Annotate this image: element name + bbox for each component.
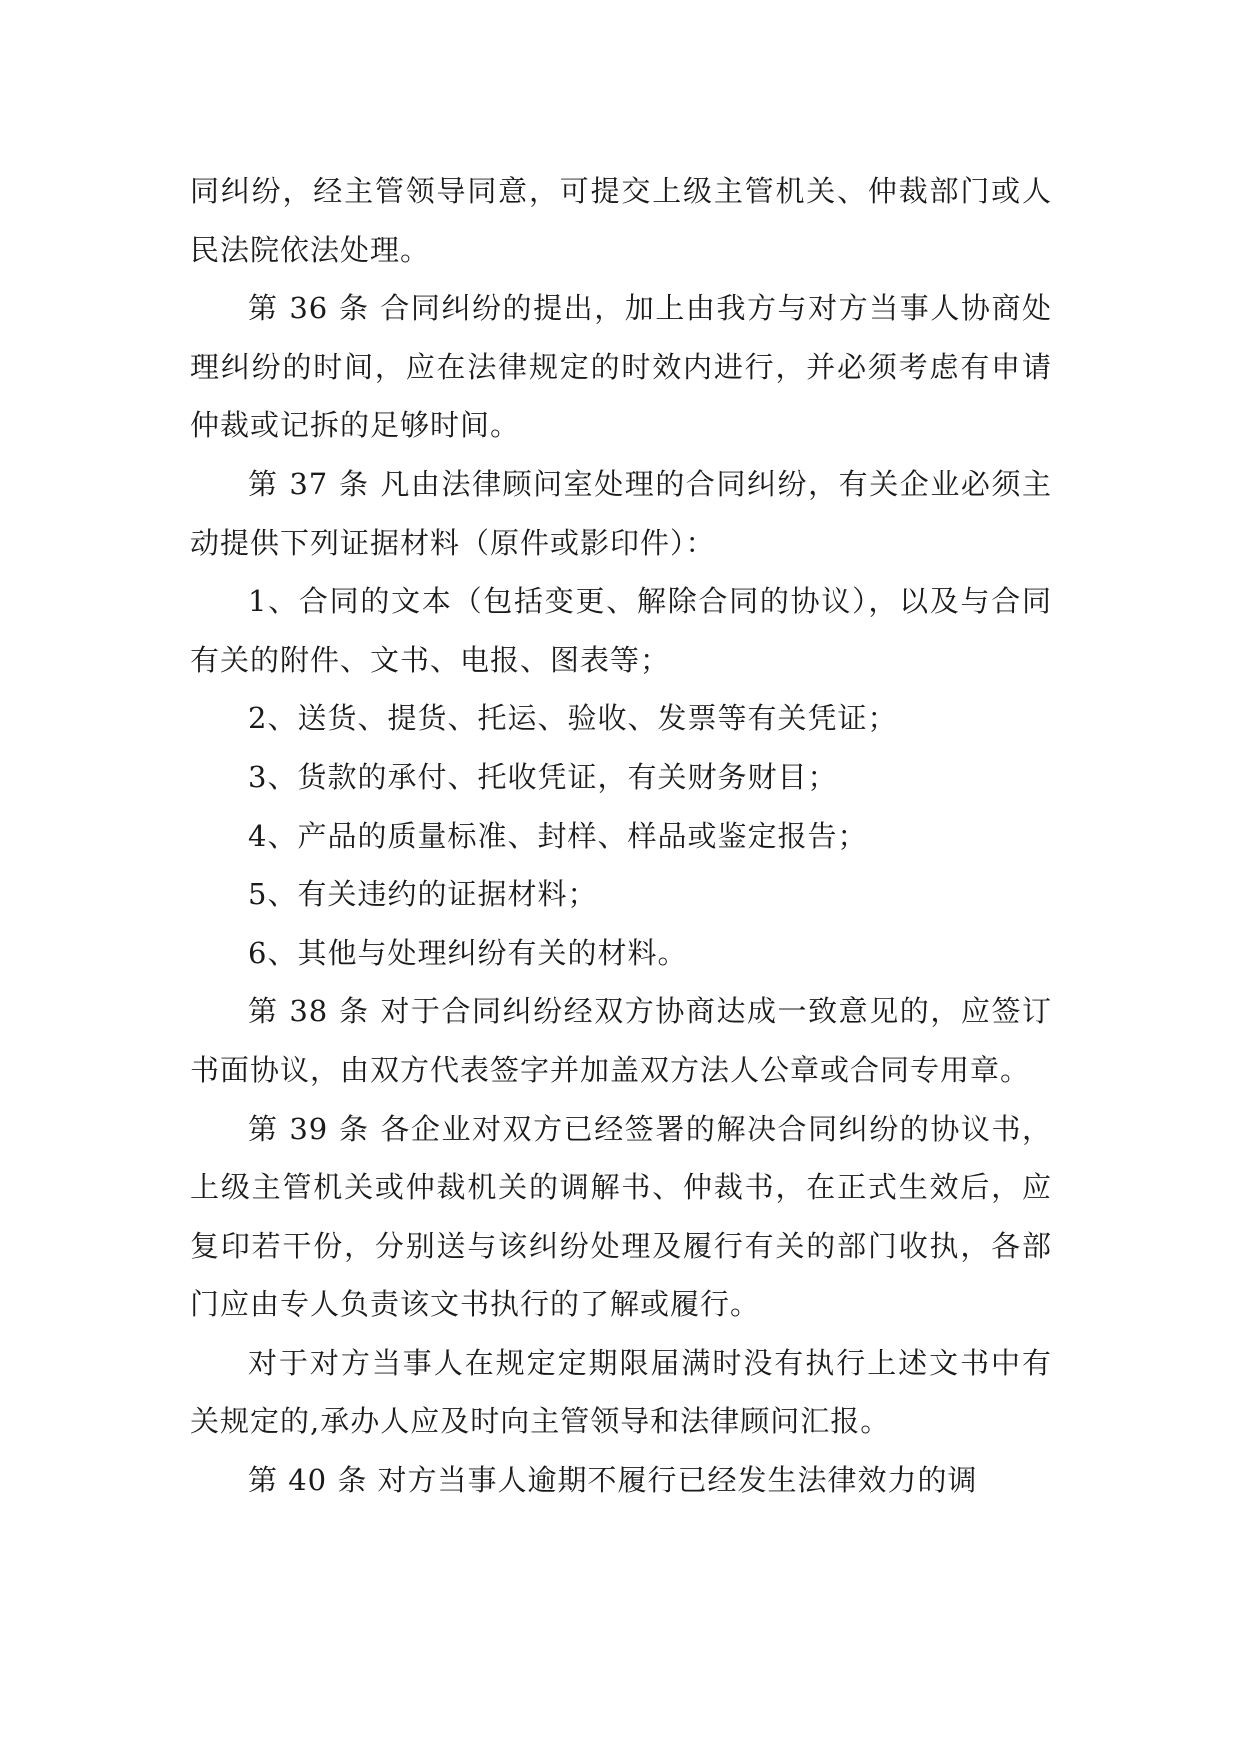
paragraph-article-37: 第 37 条 凡由法律顾问室处理的合同纠纷，有关企业必须主动提供下列证据材料（原件或影印件）： [190, 466, 1052, 560]
list-item-5: 5、有关违约的证据材料； [248, 877, 598, 912]
paragraph-article-38: 第 38 条 对于合同纠纷经双方协商达成一致意见的，应签订书面协议，由双方代表签字并加盖双方法人公章或合同专用章。 [190, 994, 1052, 1087]
document-body [190, 162, 1052, 1510]
list-item-4: 4、产品的质量标准、封样、样品或鉴定报告； [248, 818, 868, 853]
list-item-3: 3、货款的承付、托收凭证，有关财务财目； [248, 759, 838, 794]
paragraph-continuation: 同纠纷，经主管领导同意，可提交上级主管机关、仲裁部门或人民法院依法处理。 [190, 174, 1052, 267]
list-item-6: 6、其他与处理纠纷有关的材料。 [248, 935, 688, 970]
list-item-2: 2、送货、提货、托运、验收、发票等有关凭证； [248, 701, 898, 736]
paragraph-article-39-followup: 对于对方当事人在规定定期限届满时没有执行上述文书中有关规定的,承办人应及时向主管领导和法律顾问汇报。 [190, 1345, 1052, 1439]
paragraph-article-40: 第 40 条 对方当事人逾期不履行已经发生法律效力的调 [248, 1463, 978, 1498]
paragraph-article-39: 第 39 条 各企业对双方已经签署的解决合同纠纷的协议书，上级主管机关或仲裁机关的调解书、仲裁书，在正式生效后，应复印若干份，分别送与该纠纷处理及履行有关的部门收执，各部门应由专人负责该文书执行的了解或履行。 [190, 1111, 1052, 1322]
list-item-1: 1、合同的文本（包括变更、解除合同的协议），以及与合同有关的附件、文书、电报、图表等； [190, 584, 1052, 677]
paragraph-article-36: 第 36 条 合同纠纷的提出，加上由我方与对方当事人协商处理纠纷的时间，应在法律规定的时效内进行，并必须考虑有申请仲裁或记拆的足够时间。 [190, 291, 1052, 443]
